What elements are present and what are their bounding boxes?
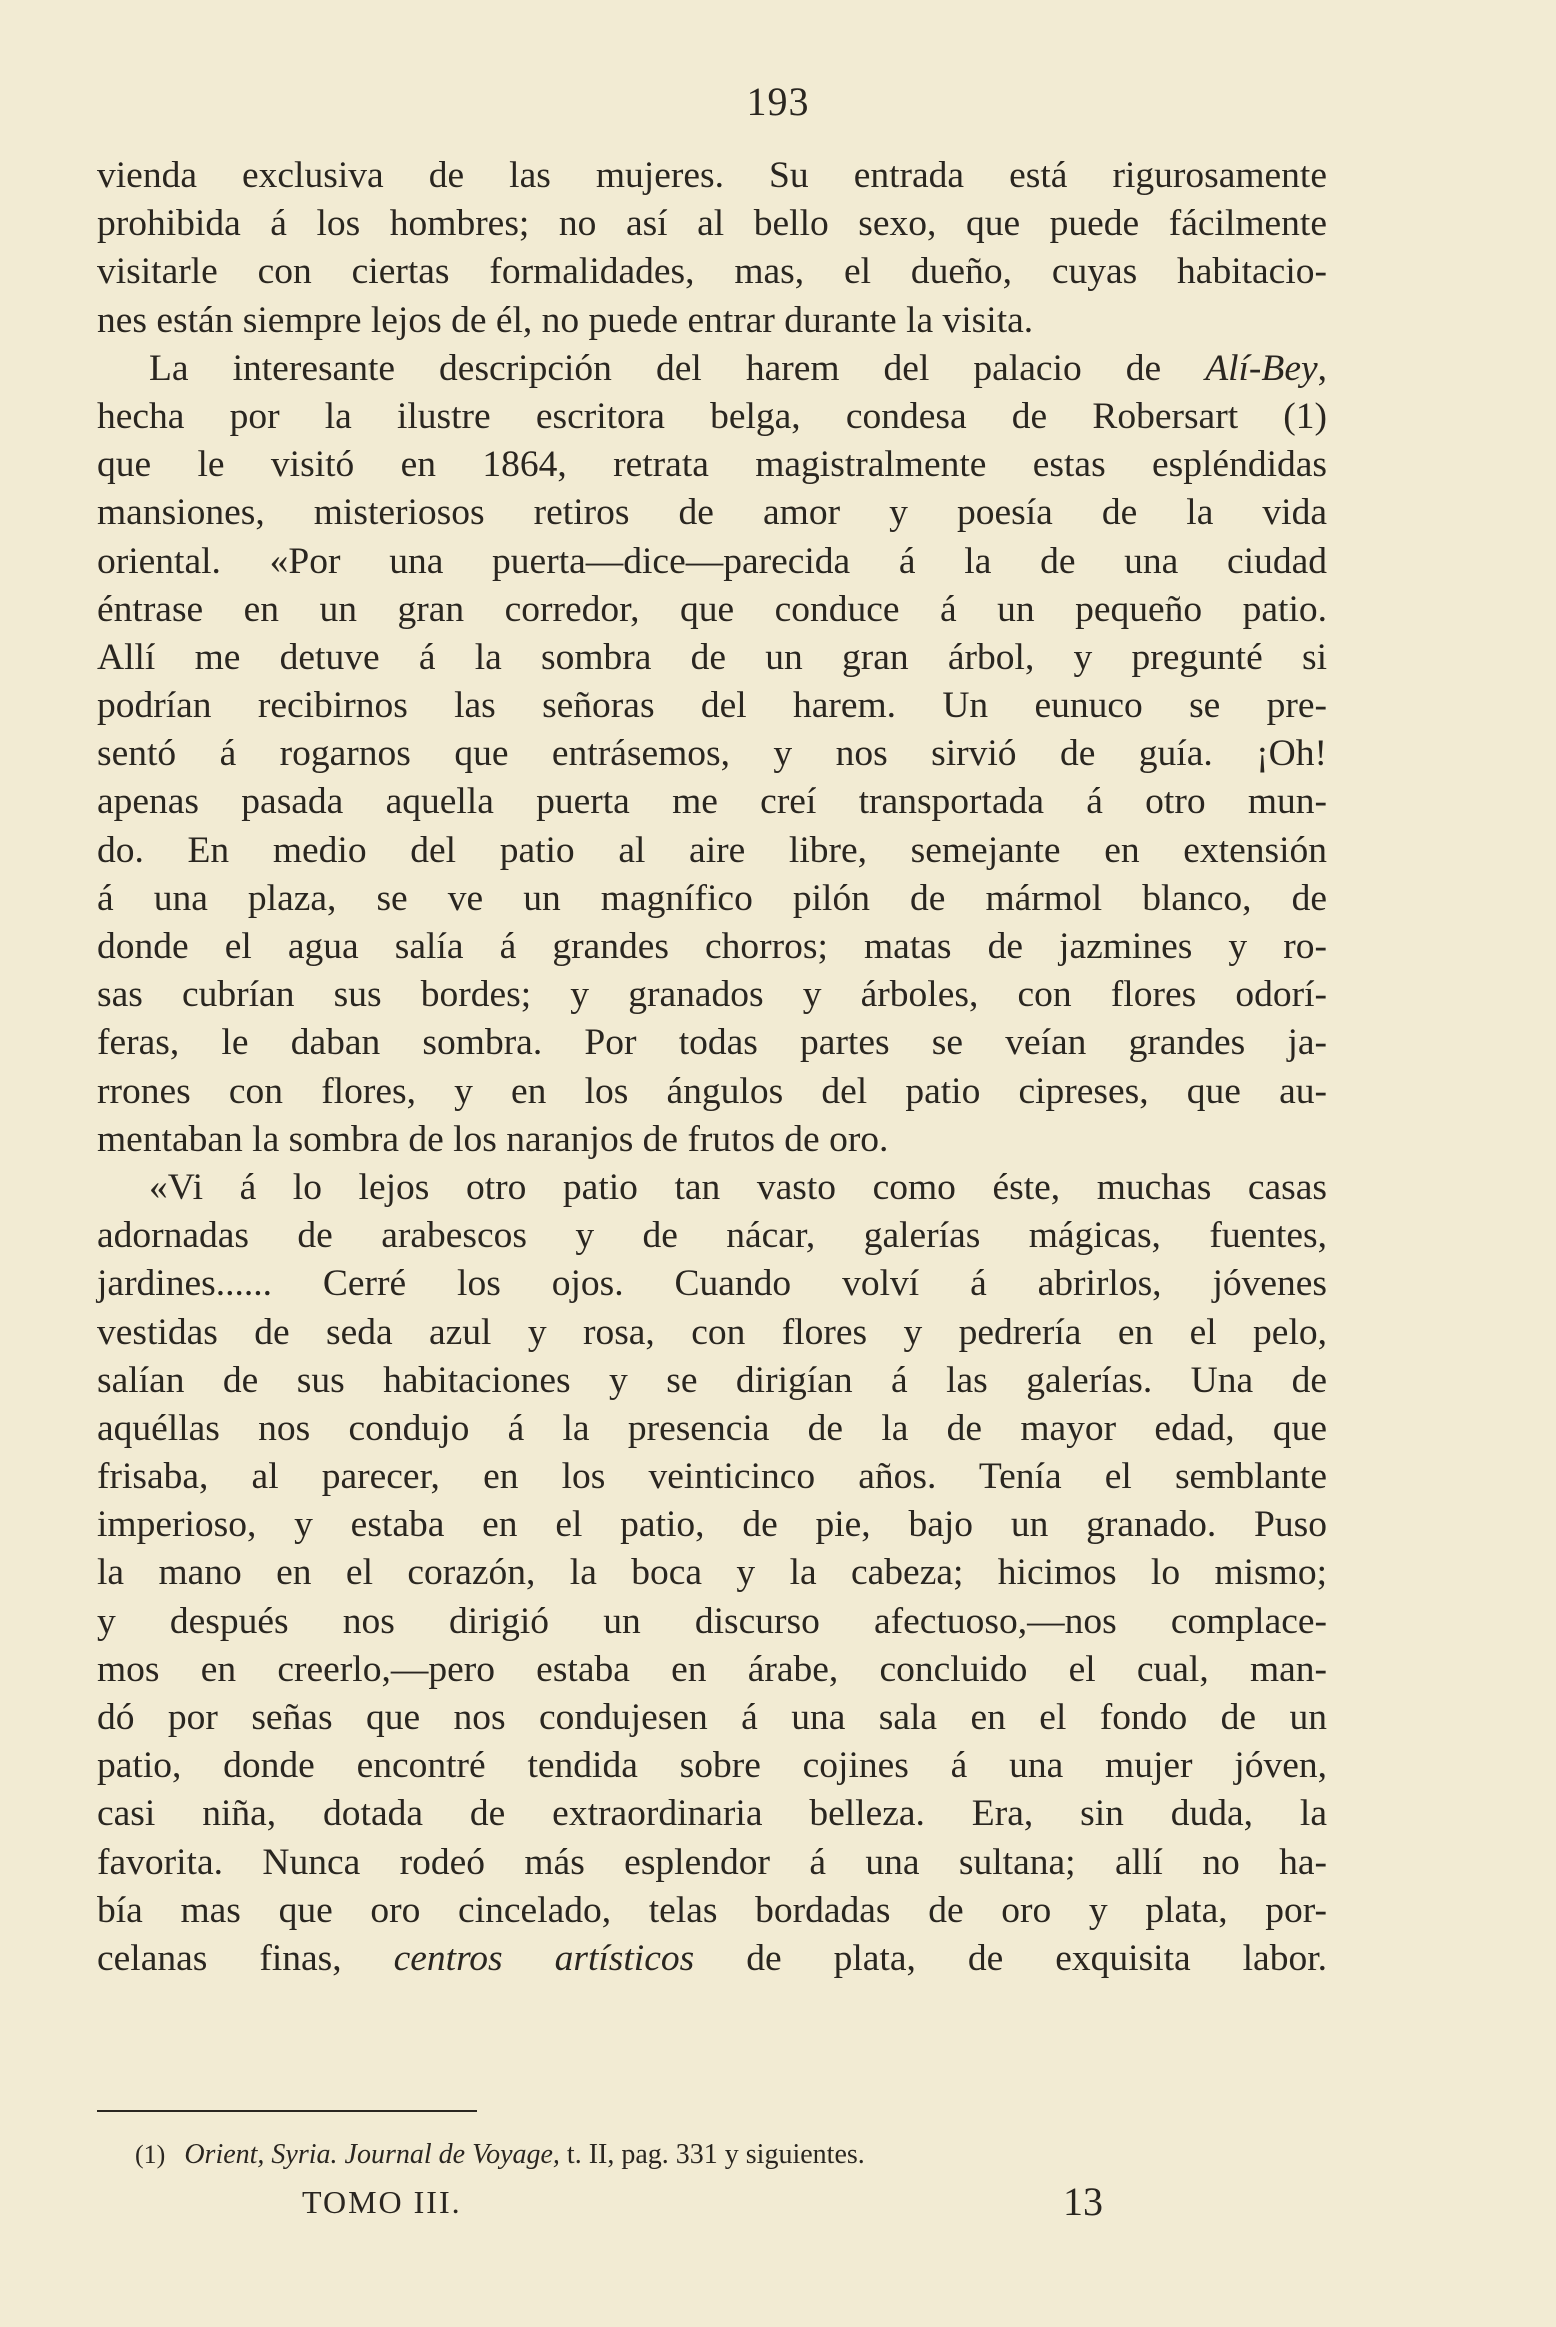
text-line: dó por señas que nos condujesen á una sala en el fondo de un [97, 1697, 1327, 1738]
text-line: podrían recibirnos las señoras del harem. Un eunuco se pre- [97, 685, 1327, 727]
page-footer [0, 2178, 1556, 2228]
text-line-ali-bey [97, 345, 1327, 393]
text-line: que le visitó en 1864, retrata magistralmente estas espléndidas [97, 444, 1327, 486]
footnote-rest: t. II, pag. 331 y siguientes. [566, 2139, 865, 2170]
text-line: favorita. Nunca rodeó más esplendor á una sultana; allí no ha- [97, 1841, 1327, 1883]
text-line: donde el agua salía á grandes chorros; matas de jazmines y ro- [97, 926, 1327, 967]
text-line: frisaba, al parecer, en los veinticinco años. Tenía el semblante [97, 1456, 1327, 1498]
text-line: patio, donde encontré tendida sobre cojines á una mujer jóven, [97, 1745, 1327, 1787]
text-line: feras, le daban sombra. Por todas partes se veían grandes ja- [97, 1022, 1327, 1064]
footnote-mark: (1) [135, 2140, 166, 2169]
italic-ali-bey: Alí-Bey [1205, 347, 1318, 389]
text-line: rrones con flores, y en los ángulos del patio cipreses, que au- [97, 1070, 1327, 1112]
text-line-part: , [1317, 347, 1327, 389]
footnote-rule [97, 2110, 477, 2112]
text-line: aquéllas nos condujo á la presencia de la de mayor edad, que [97, 1407, 1327, 1449]
body-text [97, 152, 1327, 1983]
text-line: mentaban la sombra de los naranjos de frutos de oro. [97, 1118, 889, 1160]
footnote-italic: Orient, Syria. Journal de Voyage, [184, 2139, 560, 2170]
text-line: nes están siempre lejos de él, no puede entrar durante la visita. [97, 299, 1034, 341]
text-line: «Vi á lo lejos otro patio tan vasto como éste, muchas casas [149, 1166, 1327, 1208]
text-line: apenas pasada aquella puerta me creí transportada á otro mun- [97, 781, 1327, 823]
text-line-part: La interesante descripción del harem del palacio de [149, 347, 1206, 389]
text-line: vestidas de seda azul y rosa, con flores y pedrería en el pelo, [97, 1311, 1327, 1353]
text-line: casi niña, dotada de extraordinaria belleza. Era, sin duda, la [97, 1793, 1327, 1835]
text-line: salían de sus habitaciones y se dirigían á las galerías. Una de [97, 1359, 1327, 1401]
text-line-part: de plata, de exquisita labor. [694, 1937, 1327, 1979]
text-line: oriental. «Por una puerta—dice—parecida á la de una ciudad [97, 540, 1327, 582]
text-line: éntrase en un gran corredor, que conduce á un pequeño patio. [97, 588, 1327, 630]
text-line: adornadas de arabescos y de nácar, galerías mágicas, fuentes, [97, 1215, 1327, 1257]
text-line: prohibida á los hombres; no así al bello sexo, que puede fácilmente [97, 203, 1327, 245]
text-line: á una plaza, se ve un magnífico pilón de mármol blanco, de [97, 877, 1327, 919]
text-line-part: celanas finas, [97, 1937, 394, 1979]
text-line: Allí me detuve á la sombra de un gran árbol, y pregunté si [97, 636, 1327, 678]
text-line: jardines...... Cerré los ojos. Cuando volví á abrirlos, jóvenes [97, 1263, 1327, 1305]
text-line: do. En medio del patio al aire libre, semejante en extensión [97, 829, 1327, 871]
volume-label: TOMO III. [302, 2184, 462, 2220]
italic-centros: centros artísticos [393, 1937, 695, 1979]
text-line: mos en creerlo,—pero estaba en árabe, concluido el cual, man- [97, 1648, 1327, 1690]
page-number: 193 [746, 79, 810, 124]
text-line-centros [97, 1935, 1327, 1983]
text-line: hecha por la ilustre escritora belga, condesa de Robersart (1) [97, 395, 1327, 437]
text-line: la mano en el corazón, la boca y la cabeza; hicimos lo mismo; [97, 1552, 1327, 1594]
text-line: sentó á rogarnos que entrásemos, y nos sirvió de guía. ¡Oh! [97, 733, 1327, 775]
footnote [135, 2138, 1235, 2172]
text-line: bía mas que oro cincelado, telas bordadas de oro y plata, por- [97, 1889, 1327, 1931]
signature-number: 13 [1063, 2179, 1103, 2224]
text-line: y después nos dirigió un discurso afectuoso,—nos complace- [97, 1600, 1327, 1642]
text-line: visitarle con ciertas formalidades, mas, el dueño, cuyas habitacio- [97, 251, 1327, 293]
text-line: imperioso, y estaba en el patio, de pie, bajo un granado. Puso [97, 1504, 1327, 1546]
text-line: vienda exclusiva de las mujeres. Su entrada está rigurosamente [97, 155, 1327, 196]
text-line: sas cubrían sus bordes; y granados y árboles, con flores odorí- [97, 974, 1327, 1016]
text-line: mansiones, misteriosos retiros de amor y poesía de la vida [97, 492, 1327, 534]
